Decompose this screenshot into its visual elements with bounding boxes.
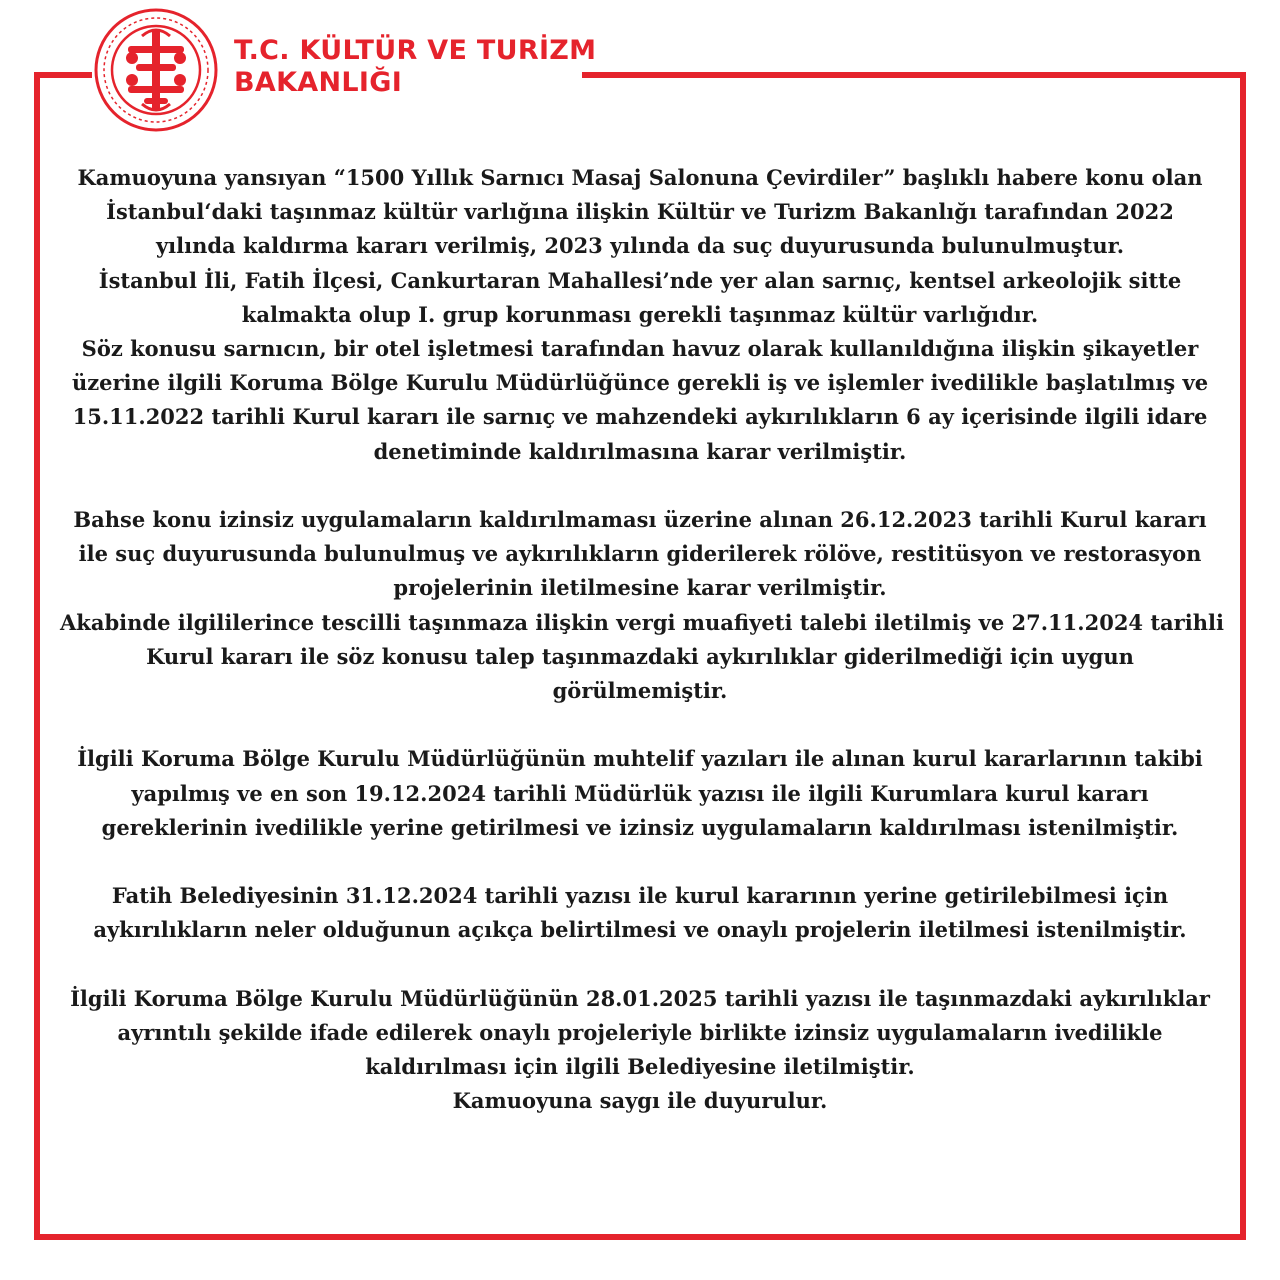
statement-line: Kurul kararı ile söz konusu talep taşınmazdaki aykırılıklar giderilmediği için uygun	[146, 643, 1134, 669]
ministry-name-line1: T.C. KÜLTÜR VE TURİZM	[234, 35, 597, 66]
statement-line: Kamuoyuna saygı ile duyurulur.	[452, 1088, 828, 1114]
statement-line: 15.11.2022 tarihli Kurul kararı ile sarnıç ve mahzendeki aykırılıkların 6 ay içerisinde ilgili idare	[72, 404, 1208, 430]
statement-line: kaldırılması için ilgili Belediyesine iletilmiştir.	[365, 1054, 915, 1080]
ministry-header	[92, 6, 597, 134]
paragraph-spacer	[60, 948, 1220, 982]
statement-line: İlgili Koruma Bölge Kurulu Müdürlüğünün muhtelif yazıları ile alınan kurul kararlarının takibi	[77, 746, 1203, 772]
paragraph-spacer	[60, 708, 1220, 742]
statement-line: kalmakta olup I. grup korunması gerekli taşınmaz kültür varlığıdır.	[241, 301, 1039, 327]
statement-line: Fatih Belediyesinin 31.12.2024 tarihli yazısı ile kurul kararının yerine getirilebilmesi için	[111, 883, 1169, 909]
press-statement	[60, 161, 1224, 1119]
ministry-name-line2: BAKANLIĞI	[234, 67, 403, 98]
statement-line: aykırılıkların neler olduğunun açıkça belirtilmesi ve onaylı projelerin iletilmesi istenilmiştir.	[93, 917, 1187, 943]
statement-line: gereklerinin ivedilikle yerine getirilmesi ve izinsiz uygulamaların kaldırılması istenilmiştir.	[101, 814, 1179, 840]
frame-top-border	[580, 72, 1246, 78]
statement-line: yılında kaldırma kararı verilmiş, 2023 yılında da suç duyurusunda bulunulmuştur.	[155, 233, 1125, 259]
statement-line: İstanbul‘daki taşınmaz kültür varlığına ilişkin Kültür ve Turizm Bakanlığı tarafından 2022	[106, 199, 1174, 225]
statement-line: görülmemiştir.	[552, 678, 728, 704]
statement-line: denetiminde kaldırılmasına karar verilmiştir.	[373, 438, 907, 464]
statement-line: üzerine ilgili Koruma Bölge Kurulu Müdürlüğünce gerekli iş ve işlemler ivedilikle başlatılmış ve	[71, 370, 1209, 396]
statement-line: İlgili Koruma Bölge Kurulu Müdürlüğünün 28.01.2025 tarihli yazısı ile taşınmazdaki aykırılıklar	[70, 985, 1210, 1011]
ministry-name	[234, 35, 596, 99]
statement-line: Bahse konu izinsiz uygulamaların kaldırılmaması üzerine alınan 26.12.2023 tarihli Kurul kararı	[73, 507, 1207, 533]
paragraph-spacer	[60, 845, 1220, 879]
frame-right-border	[1240, 72, 1246, 1240]
statement-line: İstanbul İli, Fatih İlçesi, Cankurtaran Mahallesi’nde yer alan sarnıç, kentsel arkeolojik sitte	[98, 267, 1182, 293]
statement-line: Akabinde ilgililerince tescilli taşınmaza ilişkin vergi muafiyeti talebi iletilmiş ve 27.11.2024 tarihli	[60, 609, 1224, 635]
ministry-seal-icon	[92, 6, 220, 134]
paragraph-spacer	[60, 469, 1220, 503]
statement-line: yapılmış ve en son 19.12.2024 tarihli Müdürlük yazısı ile ilgili Kurumlara kurul kararı	[131, 780, 1149, 806]
frame-top-left-border	[34, 72, 94, 78]
statement-line: ile suç duyurusunda bulunulmuş ve aykırılıkların giderilerek rölöve, restitüsyon ve restorasyon	[78, 541, 1202, 567]
statement-line: Kamuoyuna yansıyan “1500 Yıllık Sarnıcı Masaj Salonuna Çevirdiler” başlıklı habere konu olan	[77, 165, 1203, 190]
frame-bottom-border	[34, 1234, 1246, 1240]
statement-line: ayrıntılı şekilde ifade edilerek onaylı projeleriyle birlikte izinsiz uygulamaların ivedilikle	[117, 1020, 1163, 1046]
statement-line: projelerinin iletilmesine karar verilmiştir.	[393, 575, 887, 601]
statement-line: Söz konusu sarnıcın, bir otel işletmesi tarafından havuz olarak kullanıldığına ilişkin şikayetler	[81, 336, 1199, 362]
frame-left-border	[34, 72, 40, 1240]
